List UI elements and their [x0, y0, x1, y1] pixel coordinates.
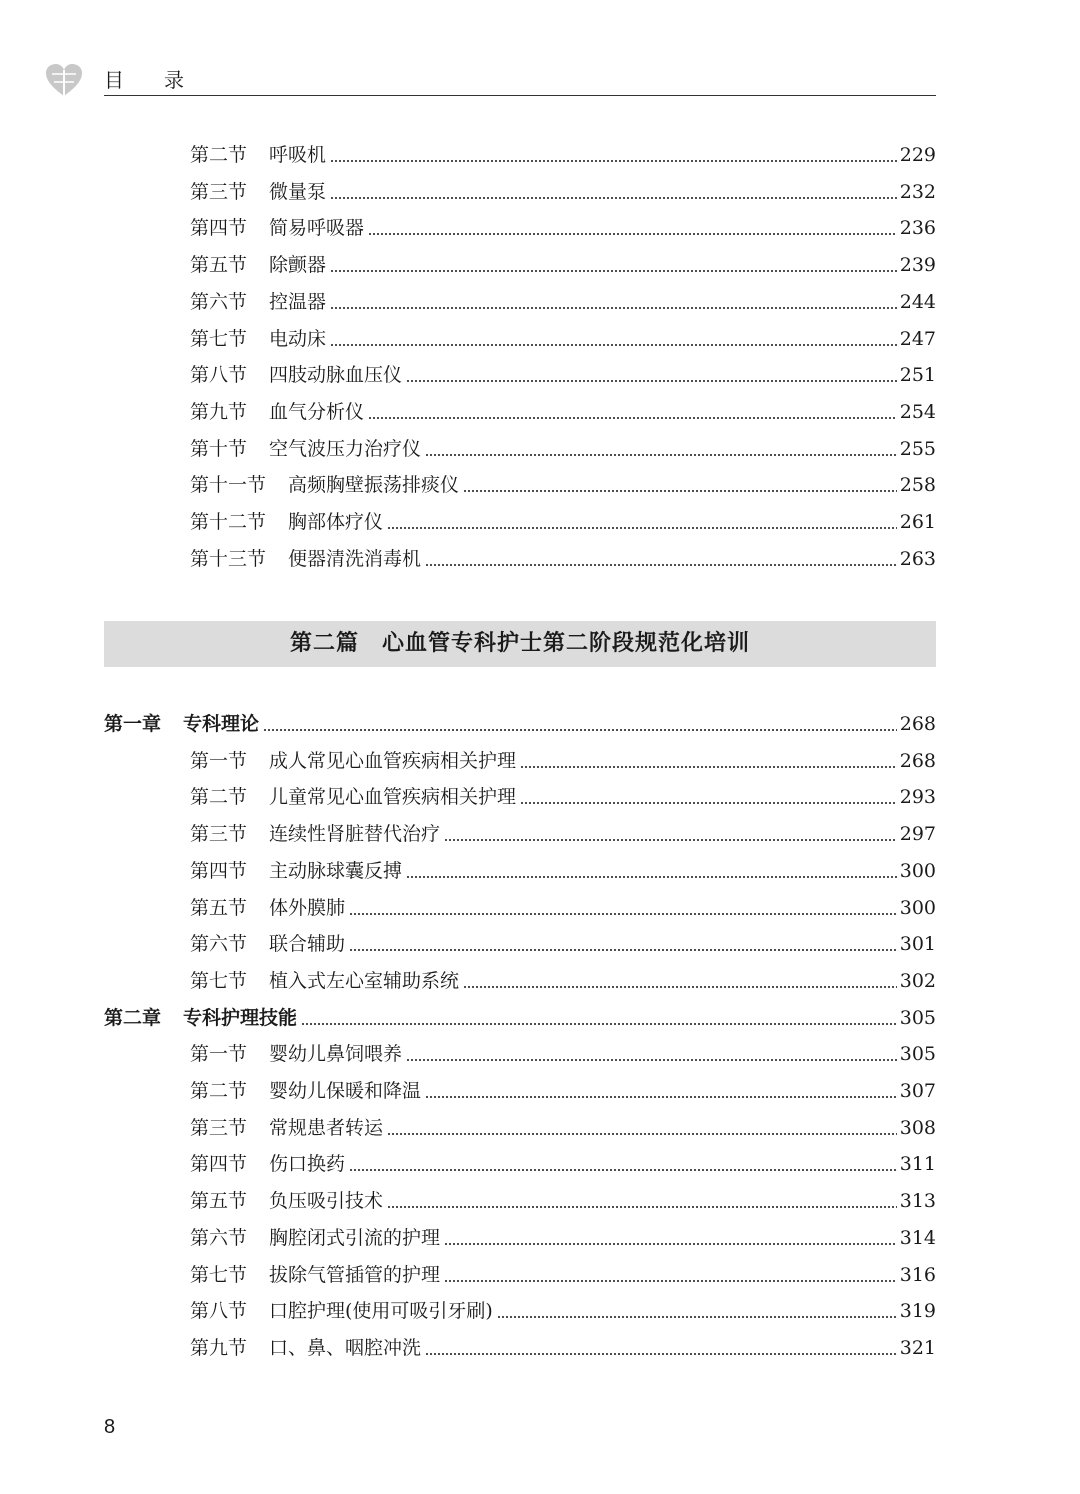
- dot-leader: [444, 1243, 898, 1245]
- dot-leader: [368, 233, 898, 235]
- entry-number: 第二节: [190, 1080, 248, 1102]
- toc-section-entry[interactable]: [0, 177, 1080, 207]
- entry-page-number: 311: [897, 1149, 936, 1179]
- entry-title: 专科理论: [183, 709, 263, 739]
- dot-leader: [387, 527, 898, 529]
- entry-page-number: 258: [897, 470, 936, 500]
- entry-page-number: 308: [897, 1113, 936, 1143]
- entry-number: 第九节: [190, 400, 248, 423]
- entry-page-number: 263: [897, 544, 936, 574]
- entry-number: 第二节: [190, 786, 248, 809]
- entry-page-number: 236: [897, 213, 936, 243]
- entry-title: 微量泵: [269, 177, 330, 207]
- entry-page-number: 300: [897, 856, 936, 886]
- toc-section-entry[interactable]: [0, 966, 1080, 996]
- entry-page-number: 300: [897, 893, 936, 923]
- entry-page-number: 321: [897, 1333, 936, 1363]
- toc-section-entry[interactable]: [0, 856, 1080, 886]
- toc-section-entry[interactable]: [0, 1223, 1080, 1253]
- toc-section-entry[interactable]: [0, 1333, 1080, 1363]
- dot-leader: [330, 307, 898, 309]
- entry-title: 常规患者转运: [269, 1113, 387, 1143]
- dot-leader: [330, 160, 898, 162]
- entry-title: 拔除气管插管的护理: [269, 1260, 444, 1290]
- entry-number: 第八节: [190, 1300, 248, 1323]
- toc-section-entry[interactable]: [0, 1039, 1080, 1069]
- entry-title: 负压吸引技术: [269, 1186, 387, 1216]
- entry-number: 第二章: [104, 1006, 162, 1029]
- toc-section-entry[interactable]: [0, 1296, 1080, 1326]
- entry-title: 植入式左心室辅助系统: [269, 966, 463, 996]
- entry-page-number: 232: [897, 177, 936, 207]
- entry-number: 第三节: [190, 180, 248, 203]
- dot-leader: [497, 1316, 898, 1318]
- entry-page-number: 261: [897, 507, 936, 537]
- entry-number: 第五节: [190, 254, 248, 277]
- entry-page-number: 301: [897, 929, 936, 959]
- entry-number: 第七节: [190, 327, 248, 350]
- entry-number: 第十三节: [190, 547, 267, 570]
- toc-section-entry[interactable]: [0, 470, 1080, 500]
- header-rule: [104, 95, 936, 96]
- entry-title: 高频胸壁振荡排痰仪: [288, 470, 463, 500]
- entry-number: 第一节: [190, 749, 248, 772]
- dot-leader: [406, 1059, 898, 1061]
- entry-number: 第一章: [104, 713, 162, 735]
- entry-number: 第十二节: [190, 511, 267, 533]
- toc-section-entry[interactable]: [0, 782, 1080, 812]
- toc-section-entry[interactable]: [0, 140, 1080, 170]
- entry-title: 胸腔闭式引流的护理: [269, 1223, 444, 1253]
- entry-number: 第八节: [190, 364, 248, 387]
- dot-leader: [520, 802, 898, 804]
- dot-leader: [444, 1280, 898, 1282]
- entry-number: 第七节: [190, 1263, 248, 1286]
- entry-title: 简易呼吸器: [269, 213, 368, 243]
- toc-section-entry[interactable]: [0, 746, 1080, 776]
- entry-page-number: 244: [897, 287, 936, 317]
- entry-number: 第四节: [190, 1153, 248, 1176]
- entry-title: 电动床: [269, 324, 330, 354]
- heart-logo-icon: [44, 62, 84, 98]
- toc-section-entry[interactable]: [0, 1260, 1080, 1290]
- entry-page-number: 302: [897, 966, 936, 996]
- entry-number: 第五节: [190, 1190, 248, 1213]
- toc-section-entry[interactable]: [0, 1186, 1080, 1216]
- toc-chapter-entry[interactable]: [0, 1003, 1080, 1033]
- entry-number: 第六节: [190, 933, 248, 956]
- toc-section-entry[interactable]: [0, 287, 1080, 317]
- entry-page-number: 254: [897, 397, 936, 427]
- dot-leader: [520, 766, 898, 768]
- entry-title: 连续性肾脏替代治疗: [269, 819, 444, 849]
- toc-section-entry[interactable]: [0, 1113, 1080, 1143]
- entry-number: 第六节: [190, 290, 248, 313]
- entry-number: 第六节: [190, 1226, 248, 1249]
- dot-leader: [425, 454, 898, 456]
- entry-page-number: 305: [897, 1003, 936, 1033]
- dot-leader: [425, 564, 898, 566]
- toc-section-entry[interactable]: [0, 507, 1080, 537]
- entry-page-number: 307: [897, 1076, 936, 1106]
- toc-section-entry[interactable]: [0, 1076, 1080, 1106]
- page-header: [0, 0, 1080, 100]
- entry-title: 控温器: [269, 287, 330, 317]
- entry-title: 口、鼻、咽腔冲洗: [269, 1333, 425, 1363]
- dot-leader: [406, 876, 898, 878]
- entry-title: 除颤器: [269, 250, 330, 280]
- entry-number: 第一节: [190, 1043, 248, 1066]
- entry-title: 儿童常见心血管疾病相关护理: [269, 782, 520, 812]
- entry-title: 婴幼儿保暖和降温: [269, 1076, 425, 1106]
- entry-page-number: 319: [897, 1296, 936, 1326]
- dot-leader: [263, 729, 898, 731]
- entry-page-number: 297: [897, 819, 936, 849]
- entry-number: 第三节: [190, 823, 248, 846]
- toc-section-entry[interactable]: [0, 213, 1080, 243]
- dot-leader: [349, 1169, 898, 1171]
- entry-title: 空气波压力治疗仪: [269, 434, 425, 464]
- entry-number: 第五节: [190, 896, 248, 919]
- page-number: 8: [104, 1416, 116, 1438]
- entry-page-number: 314: [897, 1223, 936, 1253]
- entry-title: 主动脉球囊反搏: [269, 856, 406, 886]
- toc-section-entry[interactable]: [0, 929, 1080, 959]
- dot-leader: [463, 986, 898, 988]
- entry-title: 伤口换药: [269, 1149, 349, 1179]
- toc-section-entry[interactable]: [0, 544, 1080, 574]
- dot-leader: [425, 1096, 898, 1098]
- entry-title: 呼吸机: [269, 140, 330, 170]
- entry-page-number: 313: [897, 1186, 936, 1216]
- entry-number: 第三节: [190, 1116, 248, 1139]
- entry-title: 四肢动脉血压仪: [269, 360, 406, 390]
- dot-leader: [387, 1206, 898, 1208]
- entry-title: 胸部体疗仪: [288, 507, 387, 537]
- toc-section-entry[interactable]: [0, 819, 1080, 849]
- entry-page-number: 305: [897, 1039, 936, 1069]
- entry-title: 联合辅助: [269, 929, 349, 959]
- entry-title: 成人常见心血管疾病相关护理: [269, 746, 520, 776]
- entry-title: 血气分析仪: [269, 397, 368, 427]
- dot-leader: [330, 270, 898, 272]
- entry-number: 第四节: [190, 859, 248, 882]
- entry-number: 第九节: [190, 1336, 248, 1359]
- dot-leader: [368, 417, 898, 419]
- toc-section-entry[interactable]: [0, 324, 1080, 354]
- entry-title: 婴幼儿鼻饲喂养: [269, 1039, 406, 1069]
- entry-number: 第七节: [190, 969, 248, 992]
- entry-number: 第四节: [190, 217, 248, 240]
- entry-title: 体外膜肺: [269, 893, 349, 923]
- toc-section-entry[interactable]: [0, 1149, 1080, 1179]
- entry-page-number: 268: [897, 709, 936, 739]
- toc-section-entry[interactable]: [0, 893, 1080, 923]
- entry-page-number: 239: [897, 250, 936, 280]
- entry-number: 第十节: [190, 437, 248, 460]
- entry-page-number: 316: [897, 1260, 936, 1290]
- dot-leader: [463, 490, 898, 492]
- entry-page-number: 247: [897, 324, 936, 354]
- dot-leader: [330, 197, 898, 199]
- entry-page-number: 293: [897, 782, 936, 812]
- dot-leader: [425, 1353, 898, 1355]
- toc-chapter-entry[interactable]: [0, 709, 1080, 739]
- dot-leader: [330, 344, 898, 346]
- toc-section-entry[interactable]: [0, 360, 1080, 390]
- toc-section-entry[interactable]: [0, 397, 1080, 427]
- dot-leader: [301, 1023, 898, 1025]
- dot-leader: [349, 913, 898, 915]
- entry-page-number: 255: [897, 434, 936, 464]
- entry-number: 第二节: [190, 144, 248, 166]
- part-banner: [104, 621, 936, 667]
- dot-leader: [444, 839, 898, 841]
- entry-title: 便器清洗消毒机: [288, 544, 425, 574]
- part-title: 第二篇 心血管专科护士第二阶段规范化培训: [289, 631, 750, 656]
- dot-leader: [387, 1133, 898, 1135]
- dot-leader: [406, 380, 898, 382]
- toc-section-entry[interactable]: [0, 250, 1080, 280]
- entry-page-number: 268: [897, 746, 936, 776]
- header-title: 目录: [104, 68, 224, 92]
- dot-leader: [349, 949, 898, 951]
- entry-title: 专科护理技能: [183, 1003, 301, 1033]
- toc-section-entry[interactable]: [0, 434, 1080, 464]
- entry-page-number: 229: [897, 140, 936, 170]
- entry-page-number: 251: [897, 360, 936, 390]
- entry-number: 第十一节: [190, 474, 267, 497]
- entry-title: 口腔护理(使用可吸引牙刷): [269, 1296, 497, 1326]
